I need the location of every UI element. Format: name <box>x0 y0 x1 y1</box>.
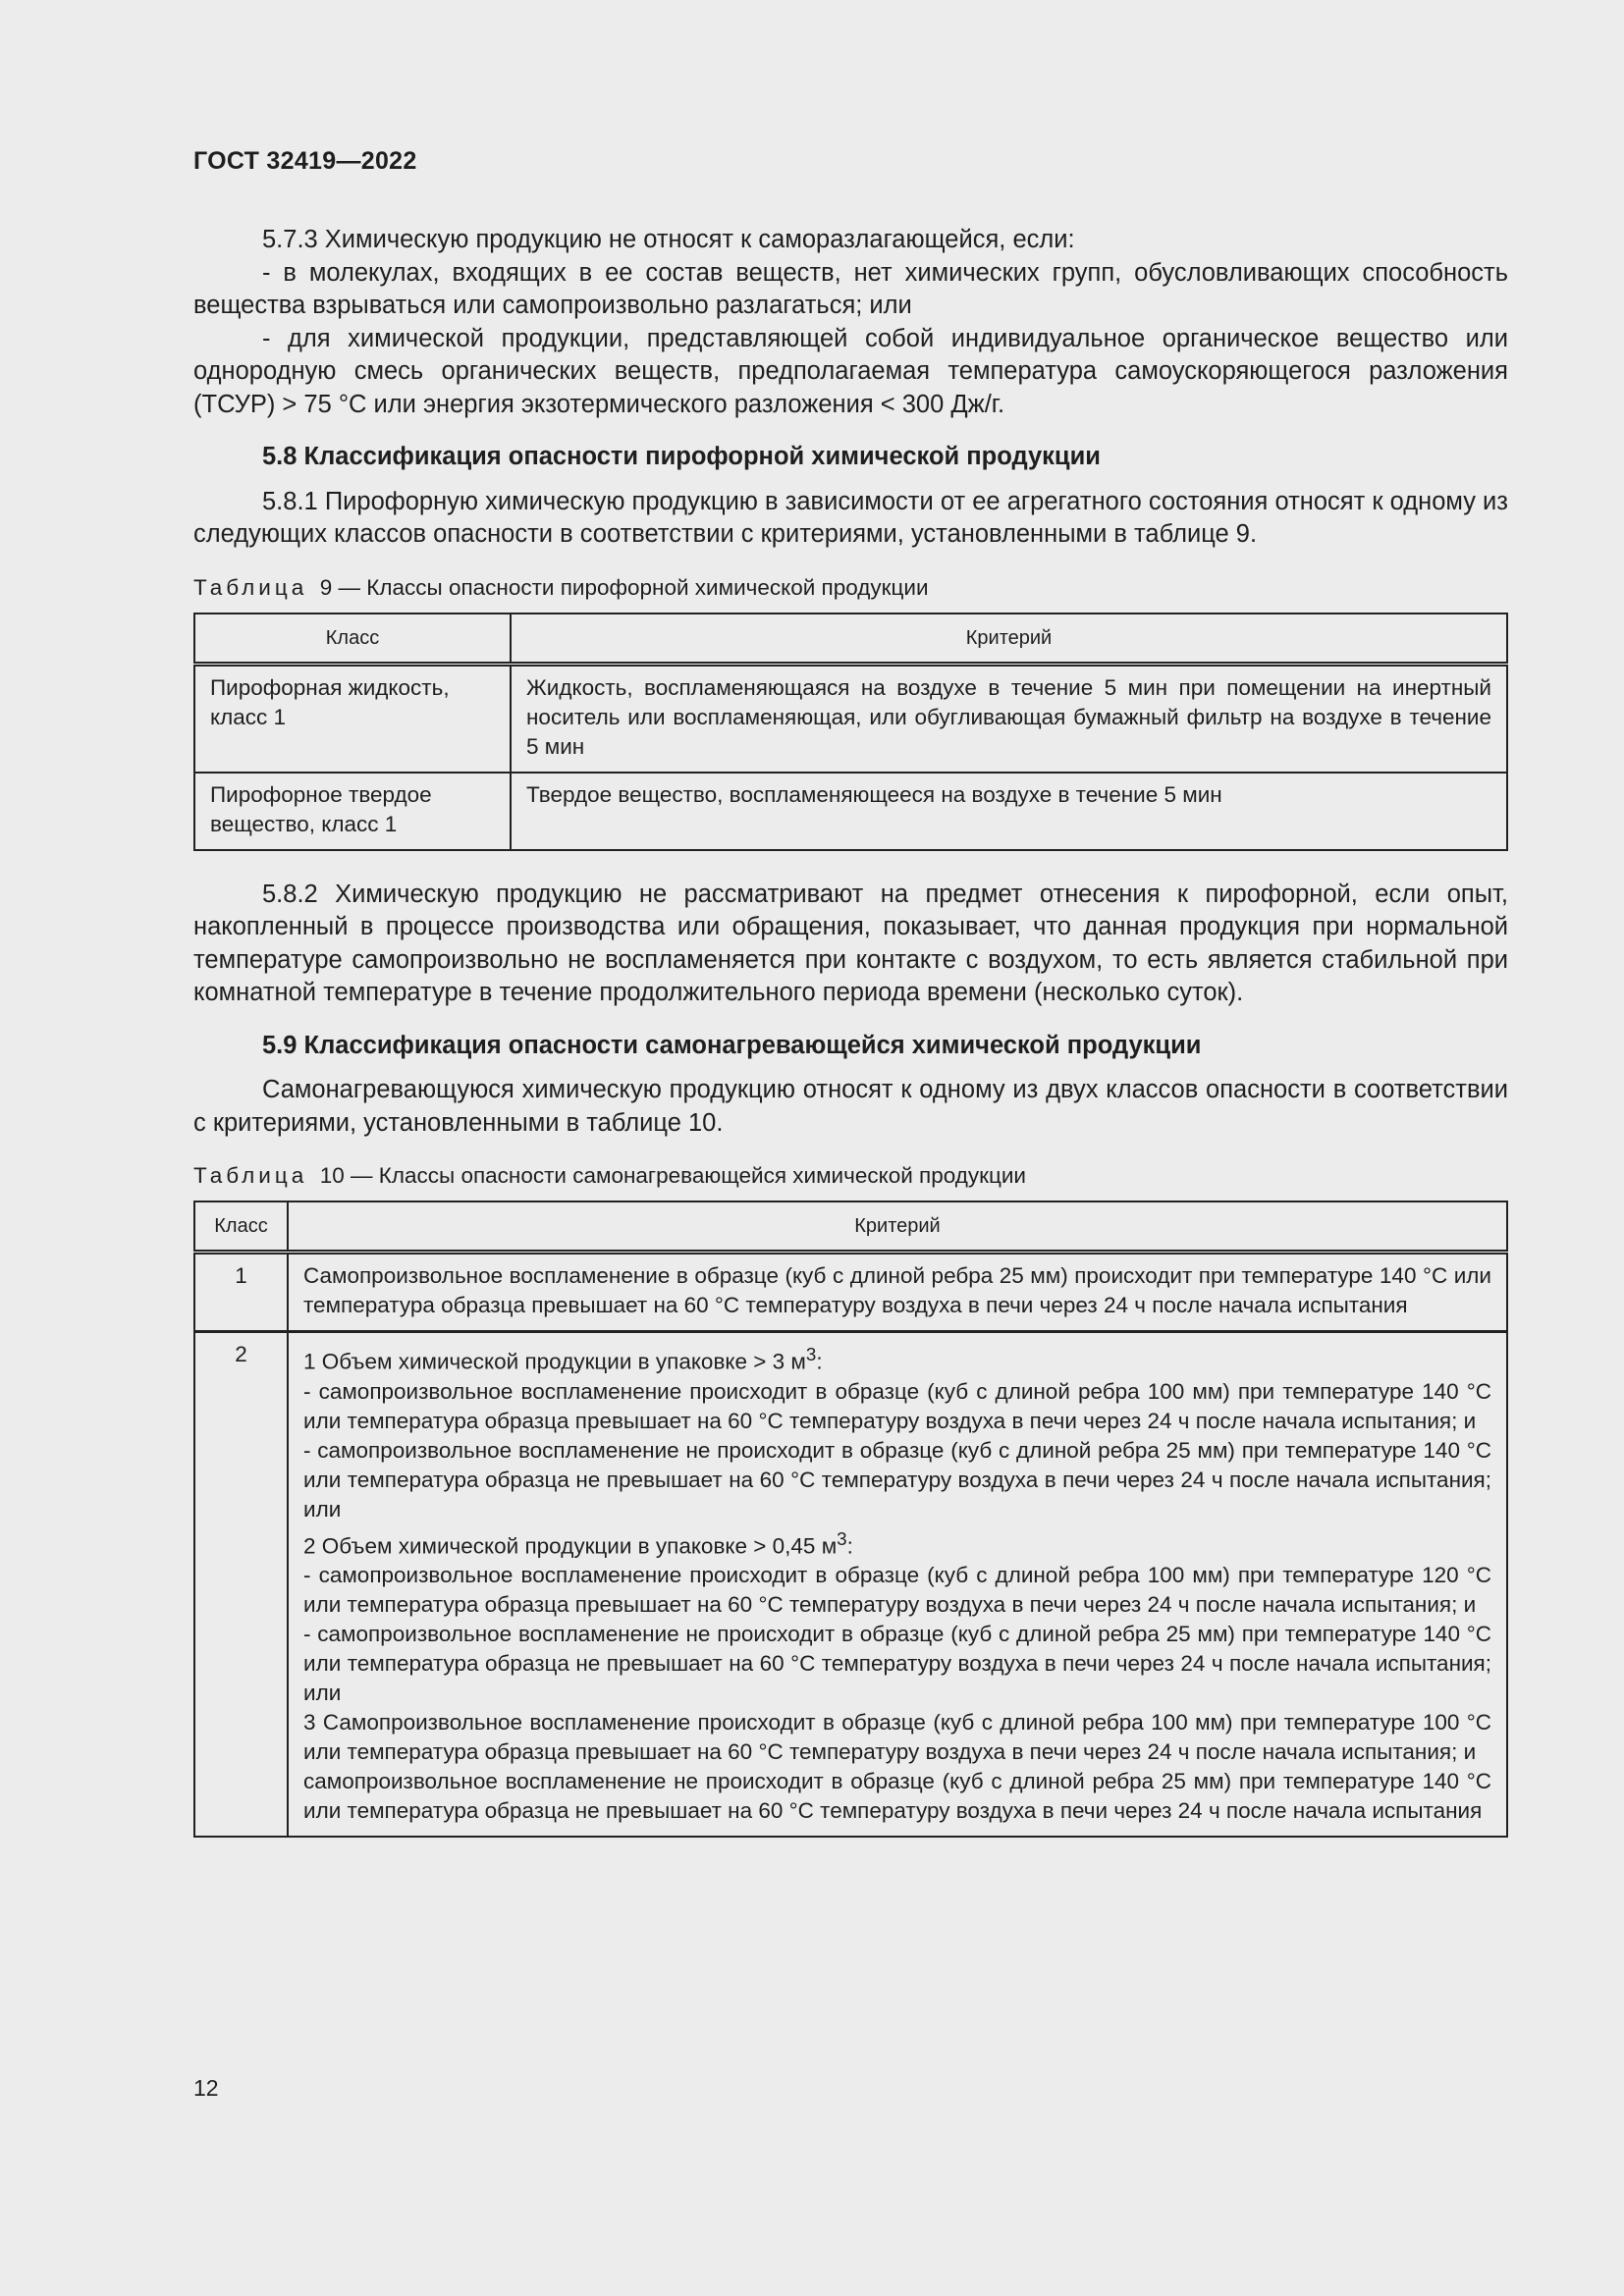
criterion-line: самопроизвольное воспламенение не происходит в образце (куб с длиной ребра 25 мм) при температуре 140 °С или температура образца не превышает на 60 °С температуру воздуха в печи через 24 ч после начала испытания <box>303 1769 1491 1823</box>
table-9-col-class: Класс <box>194 614 511 665</box>
table-9-caption-text: 9 — Классы опасности пирофорной химической продукции <box>319 574 929 600</box>
criterion-line: - самопроизвольное воспламенение не происходит в образце (куб с длиной ребра 25 мм) при температуре 140 °С или температура образца не превышает на 60 °С температуру воздуха в печи через 24 ч после начала испытания; или <box>303 1437 1491 1522</box>
criterion-colon: : <box>846 1533 853 1558</box>
table-row <box>194 773 1507 850</box>
table-10-caption-text: 10 — Классы опасности самонагревающейся химической продукции <box>319 1163 1026 1188</box>
table-10-class-cell: 1 <box>194 1253 288 1332</box>
criterion-volume-045m3 <box>303 1524 1491 1562</box>
table-9 <box>193 613 1508 851</box>
doc-header: ГОСТ 32419—2022 <box>193 147 417 175</box>
criterion-volume-045m3-text: 2 Объем химической продукции в упаковке > 0,45 м <box>303 1533 838 1558</box>
table-9-col-criterion: Критерий <box>511 614 1507 665</box>
table-row <box>194 1332 1507 1838</box>
clause-5-8-1: 5.8.1 Пирофорную химическую продукцию в зависимости от ее агрегатного состояния относят к одному из следующих классов опасности в соответствии с критериями, установленными в таблице 9. <box>193 487 1508 548</box>
table-9-criterion-cell: Твердое вещество, воспламеняющееся на воздухе в течение 5 мин <box>511 773 1507 850</box>
clause-5-7-3-item-2: - для химической продукции, представляющей собой индивидуальное органическое вещество или однородную смесь органических веществ, предполагаемая температура самоускоряющегося разложения (ТСУР) > 75 °С или энергия экзотермического разложения < 300 Дж/г. <box>193 324 1508 418</box>
clause-5-7-3-item-1: - в молекулах, входящих в ее состав веществ, нет химических групп, обусловливающих способность вещества взрываться или самопроизвольно разлагаться; или <box>193 258 1508 319</box>
criterion-line: - самопроизвольное воспламенение происходит в образце (куб с длиной ребра 100 мм) при температуре 140 °С или температура образца превышает на 60 °С температуру воздуха в печи через 24 ч после начала испытания; и <box>303 1378 1491 1433</box>
superscript: 3 <box>837 1527 847 1549</box>
table-10-class-cell: 2 <box>194 1332 288 1838</box>
table-10-caption-label: Таблица <box>193 1163 308 1188</box>
page-number: 12 <box>193 2075 219 2101</box>
criterion-colon: : <box>816 1349 823 1374</box>
criterion-line: - самопроизвольное воспламенение не происходит в образце (куб с длиной ребра 25 мм) при температуре 140 °С или температура образца не превышает на 60 °С температуру воздуха в печи через 24 ч после начала испытания; или <box>303 1622 1491 1705</box>
table-10 <box>193 1201 1508 1838</box>
superscript: 3 <box>805 1344 817 1364</box>
criterion-line: 3 Самопроизвольное воспламенение происходит в образце (куб с длиной ребра 100 мм) при температуре 100 °С или температура образца превышает на 60 °С температуру воздуха в печи через 24 ч после начала испытания; и <box>303 1710 1491 1764</box>
table-row <box>194 1253 1507 1332</box>
section-5-9-paragraph: Самонагревающуюся химическую продукцию относят к одному из двух классов опасности в соответствии с критериями, установленными в таблице 10. <box>193 1076 1508 1137</box>
criterion-volume-3m3 <box>303 1340 1491 1377</box>
criterion-line: - самопроизвольное воспламенение происходит в образце (куб с длиной ребра 100 мм) при температуре 120 °С или температура образца превышает на 60 °С температуру воздуха в печи через 24 ч после начала испытания; и <box>303 1563 1491 1617</box>
table-10-caption <box>193 1161 1508 1191</box>
table-10-header-row <box>194 1201 1507 1253</box>
table-9-caption <box>193 573 1508 603</box>
section-5-8-title: 5.8 Классификация опасности пирофорной химической продукции <box>262 443 1101 470</box>
table-row <box>194 664 1507 773</box>
table-10-criterion-cell <box>288 1332 1507 1838</box>
clause-5-8-2: 5.8.2 Химическую продукцию не рассматривают на предмет отнесения к пирофорной, если опыт, накопленный в процессе производства или обращения, показывает, что данная продукция при нормальной температуре самопроизвольно не воспламеняется при контакте с воздухом, то есть является стабильной при комнатной температуре в течение продолжительного периода времени (несколько суток). <box>193 880 1508 1006</box>
document-body <box>193 224 1508 1838</box>
table-9-header-row <box>194 614 1507 665</box>
clause-5-7-3-intro: 5.7.3 Химическую продукцию не относят к саморазлагающейся, если: <box>262 226 1075 253</box>
table-9-caption-label: Таблица <box>193 574 308 600</box>
table-10-col-class: Класс <box>194 1201 288 1253</box>
table-9-criterion-cell: Жидкость, воспламеняющаяся на воздухе в течение 5 мин при помещении на инертный носитель или воспламеняющая, или обугливающая бумажный фильтр на воздухе в течение 5 мин <box>511 664 1507 773</box>
criterion-volume-3m3-text: 1 Объем химической продукции в упаковке > 3 м <box>303 1349 806 1374</box>
section-5-9-title: 5.9 Классификация опасности самонагревающейся химической продукции <box>262 1031 1202 1059</box>
table-10-col-criterion: Критерий <box>288 1201 1507 1253</box>
table-10-criterion-cell: Самопроизвольное воспламенение в образце (куб с длиной ребра 25 мм) происходит при температуре 140 °С или температура образца превышает на 60 °С температуру воздуха в печи через 24 ч после начала испытания <box>288 1253 1507 1332</box>
table-9-class-cell: Пирофорное твердое вещество, класс 1 <box>194 773 511 850</box>
table-9-class-cell: Пирофорная жидкость, класс 1 <box>194 664 511 773</box>
